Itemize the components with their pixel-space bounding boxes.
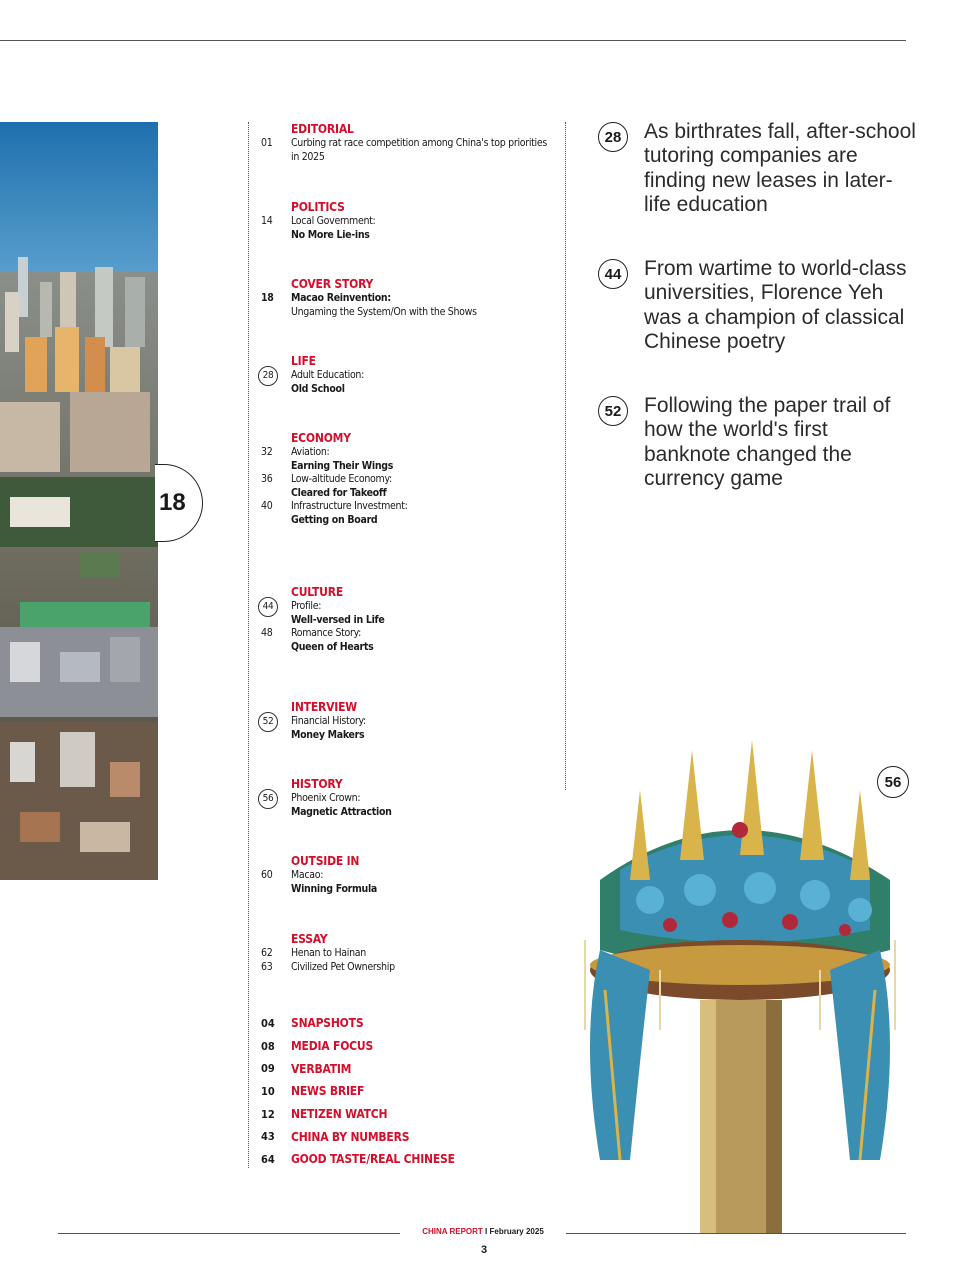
toc-entry[interactable] [261,600,551,627]
page-number-circled: 28 [258,366,278,386]
section-title[interactable]: COVER STORY [291,277,374,291]
toc-section-essay [261,932,551,974]
entry-text: Phoenix Crown: [291,792,361,804]
toc-entry[interactable] [261,292,551,319]
highlight-page-badge: 28 [598,122,628,152]
toc-section-interview [261,700,551,742]
toc-entry[interactable] [261,473,551,500]
link-page-number: 43 [261,1130,275,1144]
toc-entry[interactable] [261,715,551,742]
entry-text: Infrastructure Investment: [291,500,408,512]
link-label: NEWS BRIEF [291,1084,365,1099]
entry-headline: Winning Formula [291,882,377,895]
entry-headline: Cleared for Takeoff [291,486,387,499]
toc-section-life [261,354,551,396]
entry-text: Henan to Hainan [291,947,366,959]
page-number-footer: 3 [480,1244,488,1256]
highlight-page-badge: 52 [598,396,628,426]
section-title[interactable]: INTERVIEW [291,700,357,714]
section-title[interactable]: ECONOMY [291,431,351,445]
link-label: MEDIA FOCUS [291,1039,374,1054]
entry-text: Macao: [291,869,324,881]
page-number: 01 [261,137,273,149]
entry-text: Ungaming the System/On with the Shows [291,305,477,318]
entry-text: Financial History: [291,715,366,727]
highlight-page-badge: 44 [598,259,628,289]
link-page-number: 10 [261,1084,275,1098]
link-page-number: 64 [261,1152,275,1166]
section-title[interactable]: ESSAY [291,932,328,946]
toc-section-economy [261,431,551,527]
entry-text: Adult Education: [291,369,365,381]
footer-credit [400,1227,566,1236]
toc-entry[interactable] [261,446,551,473]
entry-text: Low-altitude Economy: [291,473,392,485]
page-number: 60 [261,869,273,881]
quick-link[interactable] [261,1012,455,1035]
link-label: GOOD TASTE/REAL CHINESE [291,1152,455,1167]
page-number: 62 [261,947,273,959]
footer-brand: CHINA REPORT [422,1227,483,1236]
page-number: 40 [261,500,273,512]
entry-headline: Old School [291,382,345,395]
link-page-number: 12 [261,1107,275,1121]
page-number: 18 [261,292,274,304]
toc-section-outside-in [261,854,551,896]
entry-headline: Macao Reinvention: [291,292,391,304]
entry-headline: Queen of Hearts [291,640,374,653]
link-page-number: 04 [261,1016,275,1030]
top-rule [0,40,906,41]
phoenix-crown-photo[interactable] [560,740,920,1234]
crown-page-badge[interactable]: 56 [877,766,909,798]
highlight-text: Following the paper trail of how the world's first banknote changed the currency game [644,394,891,491]
link-label: SNAPSHOTS [291,1016,364,1031]
quick-link[interactable] [261,1148,455,1171]
footer-issue: February 2025 [489,1227,544,1236]
section-title[interactable]: LIFE [291,354,316,368]
toc-entry[interactable] [261,869,551,896]
phoenix-crown-image [560,740,920,1234]
page-number-circled: 44 [258,597,278,617]
entry-text: Curbing rat race competition among China's top priorities in 2025 [291,137,548,163]
link-page-number: 08 [261,1039,275,1053]
page-number: 36 [261,473,273,485]
link-label: CHINA BY NUMBERS [291,1129,410,1144]
toc-entry[interactable] [261,215,551,242]
entry-headline: No More Lie-ins [291,228,370,241]
entry-text: Profile: [291,600,322,612]
link-page-number: 09 [261,1062,275,1076]
macao-cityscape-image [0,122,158,880]
entry-headline: Money Makers [291,728,365,741]
quick-links-list [261,1012,455,1171]
toc-entry[interactable] [261,137,551,164]
page-number: 63 [261,960,273,973]
page-number: 32 [261,446,273,458]
highlight-item[interactable] [598,394,918,492]
page-number: 48 [261,627,273,639]
section-title[interactable]: POLITICS [291,200,345,214]
quick-link[interactable] [261,1057,455,1080]
toc-section-culture [261,585,551,654]
footer-separator: I [485,1227,488,1236]
footer-rule-left [58,1233,400,1234]
toc-entry[interactable] [261,500,551,527]
toc-section-history [261,777,551,819]
page-number-circled: 56 [258,789,278,809]
highlight-text: As birthrates fall, after-school tutoring companies are finding new leases in later-life education [644,120,916,217]
entry-text: Romance Story: [291,627,362,639]
section-title[interactable]: EDITORIAL [291,122,354,136]
cover-page-number-badge[interactable]: 18 [155,464,203,542]
table-of-contents [248,122,549,1168]
toc-entry[interactable] [261,961,551,975]
entry-headline: Well-versed in Life [291,613,385,626]
link-label: NETIZEN WATCH [291,1107,388,1122]
entry-text: Local Government: [291,215,376,227]
section-title[interactable]: OUTSIDE IN [291,854,360,868]
quick-link[interactable] [261,1080,455,1103]
entry-headline: Getting on Board [291,513,378,526]
link-label: VERBATIM [291,1061,352,1076]
page-number-circled: 52 [258,712,278,732]
toc-entry[interactable] [261,792,551,819]
entry-text: Aviation: [291,446,330,458]
entry-headline: Magnetic Attraction [291,805,392,818]
toc-section-cover-story [261,277,551,319]
quick-link[interactable] [261,1035,455,1058]
footer-rule-right [566,1233,906,1234]
highlight-item[interactable] [598,257,918,355]
section-title[interactable]: CULTURE [291,585,344,599]
toc-section-politics [261,200,551,242]
cover-story-photo[interactable] [0,122,158,880]
highlight-text: From wartime to world-class universities, Florence Yeh was a champion of classical Chinese poetry [644,257,907,354]
page-number: 14 [261,215,273,227]
entry-headline: Earning Their Wings [291,459,394,472]
toc-entry[interactable] [261,947,551,961]
column-divider [565,122,566,790]
toc-entry[interactable] [261,369,551,396]
toc-section-editorial [261,122,551,164]
quick-link[interactable] [261,1103,455,1126]
entry-text: Civilized Pet Ownership [291,960,395,973]
section-title[interactable]: HISTORY [291,777,343,791]
toc-entry[interactable] [261,627,551,654]
quick-link[interactable] [261,1125,455,1148]
highlight-item[interactable] [598,120,918,218]
